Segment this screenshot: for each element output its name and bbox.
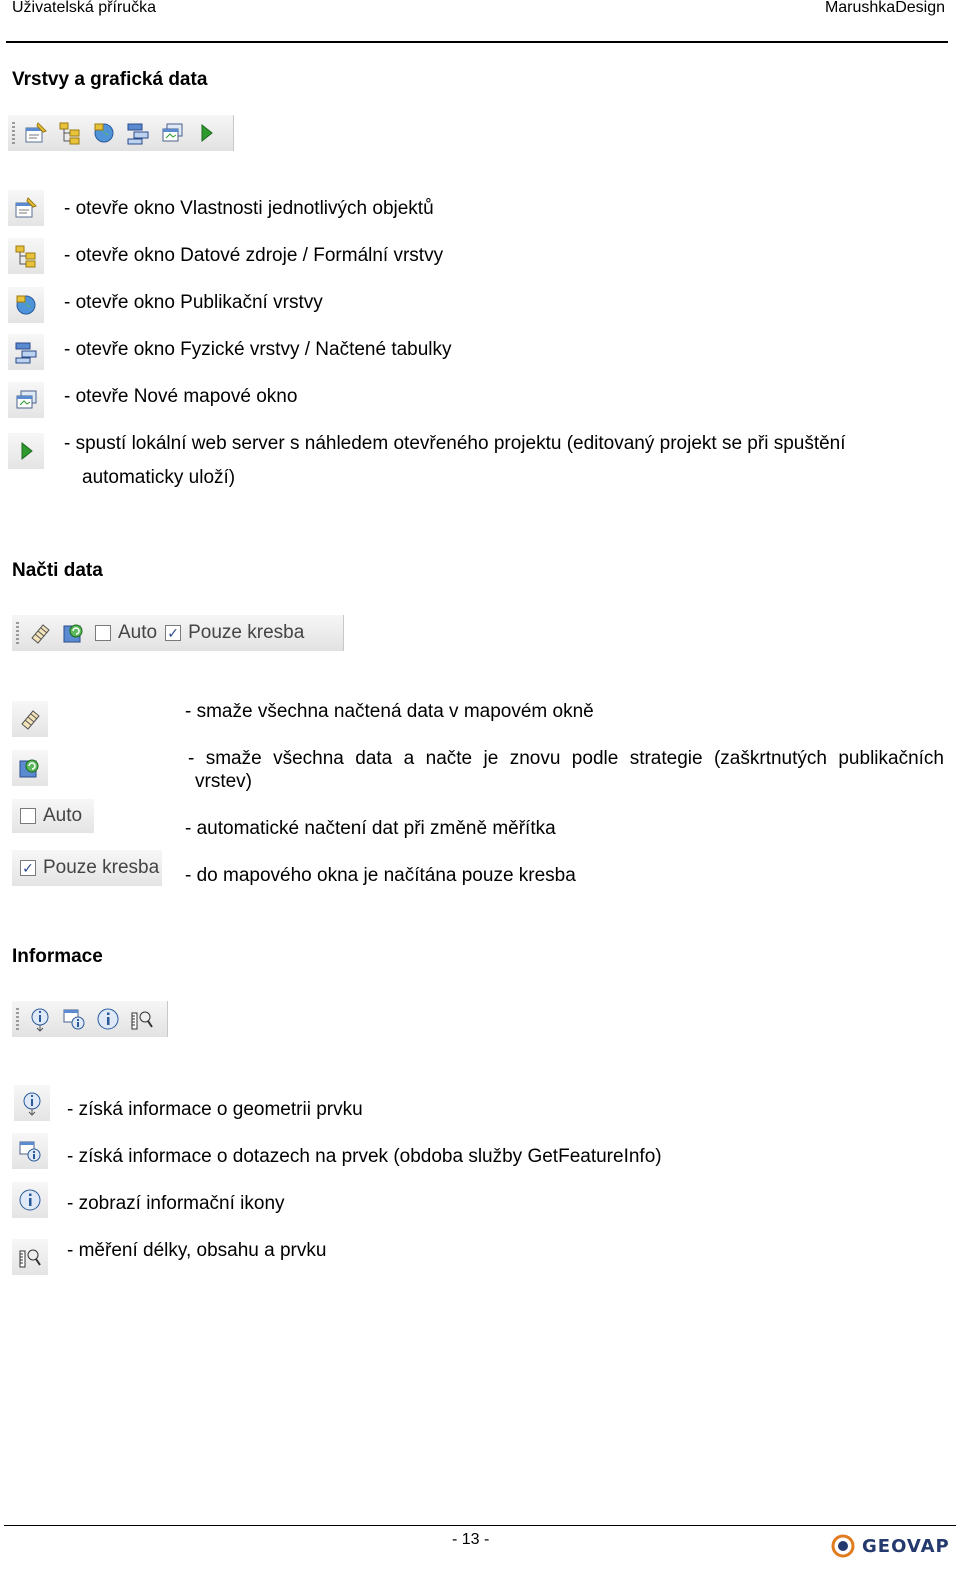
toolbar-grip[interactable] — [16, 622, 19, 644]
auto-checkbox-label: Auto — [43, 805, 83, 826]
drawing-only-checkbox-label: Pouze kresba — [43, 857, 160, 878]
info-query-icon — [12, 1133, 48, 1169]
load-item-desc: - smaže všechna data a načte je znovu podle strategie (zaškrtnutých publikačních — [188, 748, 944, 769]
header-rule — [6, 41, 948, 43]
checkbox-box — [20, 808, 36, 824]
info-geometry-icon[interactable] — [27, 1006, 53, 1032]
measure-icon[interactable] — [129, 1006, 155, 1032]
checkbox-box[interactable] — [95, 625, 111, 641]
section-title-load: Načti data — [12, 560, 103, 581]
layers-item-desc-continued: automaticky uloží) — [82, 467, 236, 488]
section-title-info: Informace — [12, 946, 103, 967]
layers-item-desc: - spustí lokální web server s náhledem otevřeného projektu (editovaný projekt se při spuštění — [64, 433, 846, 454]
geovap-logo — [830, 1533, 950, 1559]
play-icon — [8, 433, 44, 469]
data-sources-icon — [8, 238, 44, 274]
auto-checkbox-label: Auto — [118, 622, 158, 643]
properties-icon — [8, 190, 44, 226]
load-item-desc-continued: vrstev) — [195, 771, 252, 792]
toolbar-grip[interactable] — [12, 122, 15, 144]
layers-toolbar — [8, 115, 234, 151]
checkbox-box-checked: ✓ — [20, 860, 36, 876]
layers-item-desc: - otevře okno Vlastnosti jednotlivých objektů — [64, 198, 434, 219]
play-icon[interactable] — [193, 120, 219, 146]
publication-layers-icon — [8, 287, 44, 323]
measure-icon — [12, 1239, 48, 1275]
physical-layers-icon[interactable] — [125, 120, 151, 146]
reload-icon — [12, 750, 48, 786]
page-number: - 13 - — [452, 1531, 490, 1548]
geovap-logo-icon — [830, 1533, 856, 1559]
geovap-logo-text: GEOVAP — [862, 1535, 950, 1557]
info-item-desc: - měření délky, obsahu a prvku — [67, 1240, 327, 1261]
new-map-window-icon — [8, 382, 44, 418]
layers-item-desc: - otevře Nové mapové okno — [64, 386, 298, 407]
data-sources-icon[interactable] — [57, 120, 83, 146]
info-icon[interactable] — [95, 1006, 121, 1032]
info-geometry-icon — [14, 1085, 50, 1121]
load-item-desc: - automatické načtení dat při změně měřítka — [185, 818, 556, 839]
checkbox-box-checked[interactable]: ✓ — [165, 625, 181, 641]
section-title-layers: Vrstvy a grafická data — [12, 69, 208, 90]
drawing-only-checkbox — [12, 850, 162, 886]
publication-layers-icon[interactable] — [91, 120, 117, 146]
layers-item-desc: - otevře okno Datové zdroje / Formální vrstvy — [64, 245, 444, 266]
auto-checkbox — [12, 799, 94, 833]
reload-icon[interactable] — [61, 620, 87, 646]
footer-rule — [4, 1525, 956, 1526]
layers-item-desc: - otevře okno Publikační vrstvy — [64, 292, 323, 313]
drawing-only-checkbox[interactable] — [165, 622, 304, 644]
physical-layers-icon — [8, 334, 44, 370]
load-item-desc: - do mapového okna je načítána pouze kresba — [185, 865, 576, 886]
layers-item-desc: - otevře okno Fyzické vrstvy / Načtené tabulky — [64, 339, 452, 360]
header-right: MarushkaDesign — [824, 0, 945, 16]
properties-icon[interactable] — [23, 120, 49, 146]
load-toolbar — [12, 615, 344, 651]
drawing-only-checkbox-label: Pouze kresba — [188, 622, 305, 643]
new-map-window-icon[interactable] — [159, 120, 185, 146]
eraser-icon — [12, 701, 48, 737]
header-left: Uživatelská příručka — [12, 0, 157, 16]
load-item-desc: - smaže všechna načtená data v mapovém okně — [185, 701, 594, 722]
info-toolbar — [12, 1001, 168, 1037]
info-item-desc: - zobrazí informační ikony — [67, 1193, 285, 1214]
info-query-icon[interactable] — [61, 1006, 87, 1032]
info-item-desc: - získá informace o geometrii prvku — [67, 1099, 363, 1120]
info-item-desc: - získá informace o dotazech na prvek (obdoba služby GetFeatureInfo) — [67, 1146, 662, 1167]
toolbar-grip[interactable] — [16, 1008, 19, 1030]
eraser-icon[interactable] — [27, 620, 53, 646]
info-icon — [12, 1182, 48, 1218]
auto-checkbox[interactable] — [95, 622, 157, 644]
